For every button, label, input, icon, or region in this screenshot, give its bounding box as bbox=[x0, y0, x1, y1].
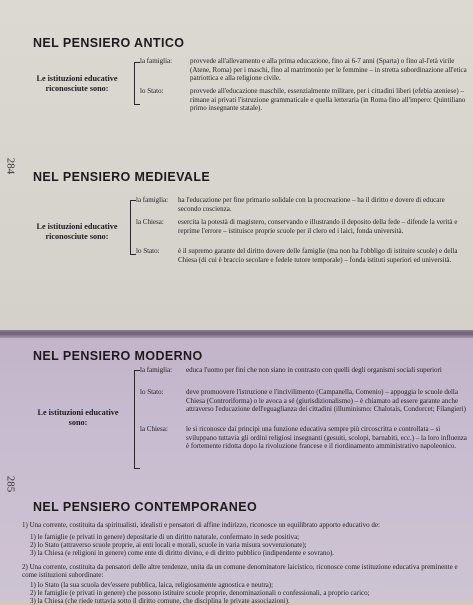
medievale-famiglia-key: la famiglia: bbox=[136, 196, 169, 204]
moderno-famiglia-key: la famiglia: bbox=[140, 366, 173, 374]
moderno-label-line1: Le istituzioni educative bbox=[37, 408, 119, 417]
antico-tick-2 bbox=[134, 104, 140, 105]
medievale-chiesa-text: esercita la potestà di magistero, conservando e illustrando il deposito della fede – difende la verità e reprime l'errore – istituisce proprie scuole per il clero ed i laici, fonda università. bbox=[178, 218, 458, 235]
moderno-famiglia-text: educa l'uomo per fini che non siano in contrasto con quelli degli organismi sociali superiori bbox=[186, 366, 442, 374]
contemporaneo-line-6: 1) lo Stato (la sua scuola dev'essere pubblica, laica, religiosamente agnostica e neutra); bbox=[30, 581, 274, 589]
moderno-label-line2: sono: bbox=[68, 418, 88, 427]
contemporaneo-line-3: 2) lo Stato (attraverso scuole proprie, ai enti locali e morali, scuole in varia misura sovvenzionate); bbox=[30, 541, 307, 549]
antico-stato-text: provvede all'educazione maschile, essenzialmente militare, per i cittadini liberi (efebia ateniese) – rimane ai privati l'istruzione grammaticale e quella letteraria (in Roma fino all'impero: Quintiliano primo insegnante statale). bbox=[190, 87, 466, 113]
contemporaneo-line-5: 2) Una corrente, costituita da pensatori delle altre tendenze, unita da un comune denominatore laicistico, riconosce come istituzione educativa preminente e come istituzioni subordinate: bbox=[22, 563, 458, 580]
medievale-chiesa-key: la Chiesa: bbox=[136, 218, 164, 226]
contemporaneo-line-1: 1) Una corrente, costituita da spiritualisti, idealisti e pensatori di affine indirizzo, riconosce un equilibrato apporto educativo de: bbox=[22, 521, 380, 529]
section-title-moderno: NEL PENSIERO MODERNO bbox=[33, 349, 203, 363]
page-number-284: 284 bbox=[4, 157, 17, 175]
contemporaneo-line-8: 3) la Chiesa (che riede tuttavia sotto il diritto comune, che disciplina le private associazioni). bbox=[30, 597, 290, 605]
medievale-bracket bbox=[130, 200, 131, 254]
antico-famiglia-key: la famiglia: bbox=[140, 57, 173, 65]
page-285 bbox=[0, 338, 473, 605]
antico-main-label bbox=[22, 74, 132, 94]
antico-famiglia-text: provvede all'allevamento e alla prima educazione, fino ai 6-7 anni (Sparta) o fino al-l'età virile (Atene, Roma) per i maschi, fino al matrimonio per le femmine – in stretta subordinazione all'etica patriottica e alla religione civile. bbox=[190, 57, 467, 83]
medievale-stato-key: lo Stato: bbox=[136, 247, 160, 255]
medievale-main-label bbox=[22, 222, 132, 242]
moderno-chiesa-text: le si riconosce dai principi una funzione educativa sempre più circoscritta e controllata – si sviluppano tuttavia gli ordini religiosi insegnanti (gesuiti, scolopi, barnabiti, ecc.) – la loro influenza è fortemente ridotta dopo la rivoluzione francese e il riordinamento amministrativo napoleonico. bbox=[186, 425, 467, 451]
antico-bracket bbox=[134, 62, 135, 104]
section-title-contemporaneo: NEL PENSIERO CONTEMPORANEO bbox=[33, 500, 258, 514]
medievale-famiglia-text: ha l'educazione per fine primario solidale con la procreazione – ha il diritto e dovere di educare secondo coscienza. bbox=[178, 196, 445, 213]
medievale-label-line2: riconosciute sono: bbox=[45, 232, 109, 241]
moderno-chiesa-key: la Chiesa: bbox=[140, 425, 168, 433]
moderno-tick-2 bbox=[134, 468, 140, 469]
contemporaneo-line-7: 2) le famiglie (e privati in genere) che possono istituire scuole proprie, denominazionali o confessionali, a proprio carico; bbox=[30, 589, 370, 597]
antico-label-line1: Le istituzioni educative bbox=[36, 74, 118, 83]
contemporaneo-line-4: 3) la Chiesa (e religioni in genere) come ente di diritto divino, e di diritto pubblico (indipendente e sovrano). bbox=[30, 549, 335, 557]
contemporaneo-line-2: 1) le famiglie (e privati in genere) depositarie di un diritto naturale, confermato in sede positiva; bbox=[30, 533, 300, 541]
section-title-antico: NEL PENSIERO ANTICO bbox=[33, 36, 185, 50]
antico-stato-key: lo Stato: bbox=[140, 87, 164, 95]
antico-label-line2: riconosciute sono: bbox=[45, 84, 109, 93]
moderno-bracket bbox=[134, 370, 135, 468]
section-title-medievale: NEL PENSIERO MEDIEVALE bbox=[33, 170, 211, 184]
moderno-stato-key: lo Stato: bbox=[140, 388, 164, 396]
moderno-stato-text: deve promuovere l'istruzione e l'incivilimento (Campanella, Comenio) – appoggia le scuole della Chiesa (Controriforma) o le avoca a sé (giurisdizionalismo) – è chiamato ad essere garante anche attraverso l'educazione dell'eguaglianza dei cittadini (illuminismo: Chalotais, Condorcet; Filangieri) bbox=[186, 388, 466, 414]
medievale-stato-text: è il supremo garante del diritto dovere delle famiglie (ma non ha l'obbligo di istituire scuole) e della Chiesa (di cui è braccio secolare e fedele tutore temporale) – fonda istituti superiori ed università. bbox=[178, 247, 458, 264]
book-gutter bbox=[0, 330, 473, 338]
medievale-label-line1: Le istituzioni educative bbox=[36, 222, 118, 231]
moderno-main-label bbox=[22, 408, 134, 428]
page-number-285: 285 bbox=[4, 475, 17, 493]
